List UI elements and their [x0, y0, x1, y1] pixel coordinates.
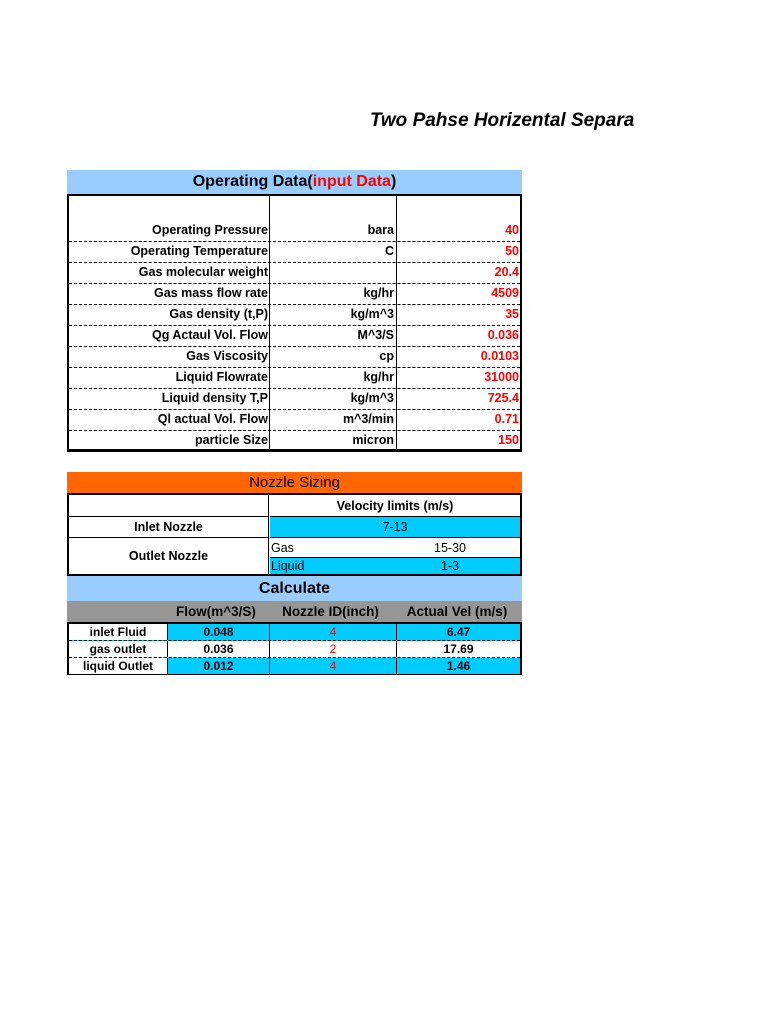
row-flow: 0.048: [167, 624, 269, 640]
row-label: Operating Temperature: [130, 244, 268, 258]
outlet-nozzle-label: Outlet Nozzle: [69, 538, 269, 574]
row-label: Liquid Flowrate: [175, 370, 268, 384]
row-value[interactable]: 50: [396, 241, 521, 262]
row-label: Gas mass flow rate: [154, 286, 268, 300]
table-row: [69, 409, 520, 431]
row-unit: m^3/min: [269, 409, 396, 430]
nozzle-sizing-table: [67, 493, 522, 576]
row-unit: micron: [269, 430, 396, 451]
row-label: Gas density (t,P): [169, 307, 268, 321]
row-value[interactable]: 0.0103: [396, 346, 521, 367]
row-label: inlet Fluid: [69, 624, 167, 640]
liquid-velocity-row: [270, 558, 520, 574]
row-label: Gas Viscosity: [186, 349, 268, 363]
liquid-velocity-limit: 1-3: [440, 559, 460, 573]
row-unit: C: [269, 241, 396, 262]
gas-velocity-row: [270, 538, 520, 558]
row-label: gas outlet: [89, 642, 147, 656]
calculate-header: Calculate: [67, 576, 522, 601]
row-value[interactable]: 4509: [396, 283, 521, 304]
row-label: Ql actual Vol. Flow: [157, 412, 268, 426]
row-flow: 0.036: [167, 641, 269, 657]
row-label: Qg Actaul Vol. Flow: [152, 328, 268, 342]
row-value[interactable]: 20.4: [396, 262, 521, 283]
row-velocity: 1.46: [396, 658, 520, 674]
calculate-table: [67, 622, 522, 675]
row-unit: bara: [269, 220, 396, 241]
row-unit: kg/hr: [269, 283, 396, 304]
table-row: [69, 367, 520, 389]
operating-header-suffix: ): [390, 173, 397, 190]
table-row: [69, 220, 520, 242]
calculate-column-headers: [67, 601, 522, 622]
row-nozzle-id[interactable]: 2: [269, 641, 396, 657]
table-row: [69, 658, 520, 674]
row-value[interactable]: 0.036: [396, 325, 521, 346]
row-nozzle-id[interactable]: 4: [269, 658, 396, 674]
col-actual-vel: Actual Vel (m/s): [406, 604, 508, 619]
table-row: [69, 430, 520, 451]
row-value[interactable]: 0.71: [396, 409, 521, 430]
inlet-nozzle-label: Inlet Nozzle: [69, 517, 269, 538]
nozzle-sizing-header: Nozzle Sizing: [67, 472, 522, 493]
table-row: [69, 262, 520, 284]
table-row: [69, 346, 520, 368]
row-flow: 0.012: [167, 658, 269, 674]
table-row: [69, 624, 520, 641]
inlet-velocity-limit: 7-13: [270, 517, 520, 538]
row-unit: cp: [269, 346, 396, 367]
row-velocity: 6.47: [396, 624, 520, 640]
row-label: liquid Outlet: [69, 658, 167, 674]
row-label: particle Size: [195, 433, 268, 447]
row-unit: [269, 262, 396, 283]
row-value[interactable]: 150: [396, 430, 521, 451]
row-unit: kg/m^3: [269, 304, 396, 325]
row-value[interactable]: 725.4: [396, 388, 521, 409]
row-label: Operating Pressure: [151, 223, 268, 237]
row-label: Gas molecular weight: [138, 265, 268, 279]
row-unit: kg/m^3: [269, 388, 396, 409]
page-title: Two Pahse Horizental Separa: [370, 110, 635, 131]
row-value[interactable]: 35: [396, 304, 521, 325]
table-row: [69, 325, 520, 347]
table-row: [69, 304, 520, 326]
row-unit: kg/hr: [269, 367, 396, 388]
gas-label: Gas: [271, 541, 294, 555]
operating-header-highlight: input Data: [312, 173, 391, 190]
col-nozzle-id: Nozzle ID(inch): [282, 604, 379, 619]
col-flow: Flow(m^3/S): [176, 604, 256, 619]
table-row: [69, 641, 520, 658]
operating-data-header: [67, 170, 522, 194]
table-row: [69, 283, 520, 305]
table-row: [69, 241, 520, 263]
table-row: [69, 388, 520, 410]
velocity-limits-header: Velocity limits (m/s): [270, 495, 520, 517]
operating-header-prefix: Operating Data(: [192, 173, 313, 190]
liquid-label: Liquid: [271, 559, 305, 573]
row-unit: M^3/S: [269, 325, 396, 346]
row-nozzle-id[interactable]: 4: [269, 624, 396, 640]
row-label: Liquid density T,P: [161, 391, 268, 405]
row-value[interactable]: 40: [396, 220, 521, 241]
row-velocity: 17.69: [396, 641, 520, 657]
row-value[interactable]: 31000: [396, 367, 521, 388]
gas-velocity-limit: 15-30: [434, 541, 466, 555]
table-row: [69, 196, 520, 220]
operating-data-table: [67, 194, 522, 452]
